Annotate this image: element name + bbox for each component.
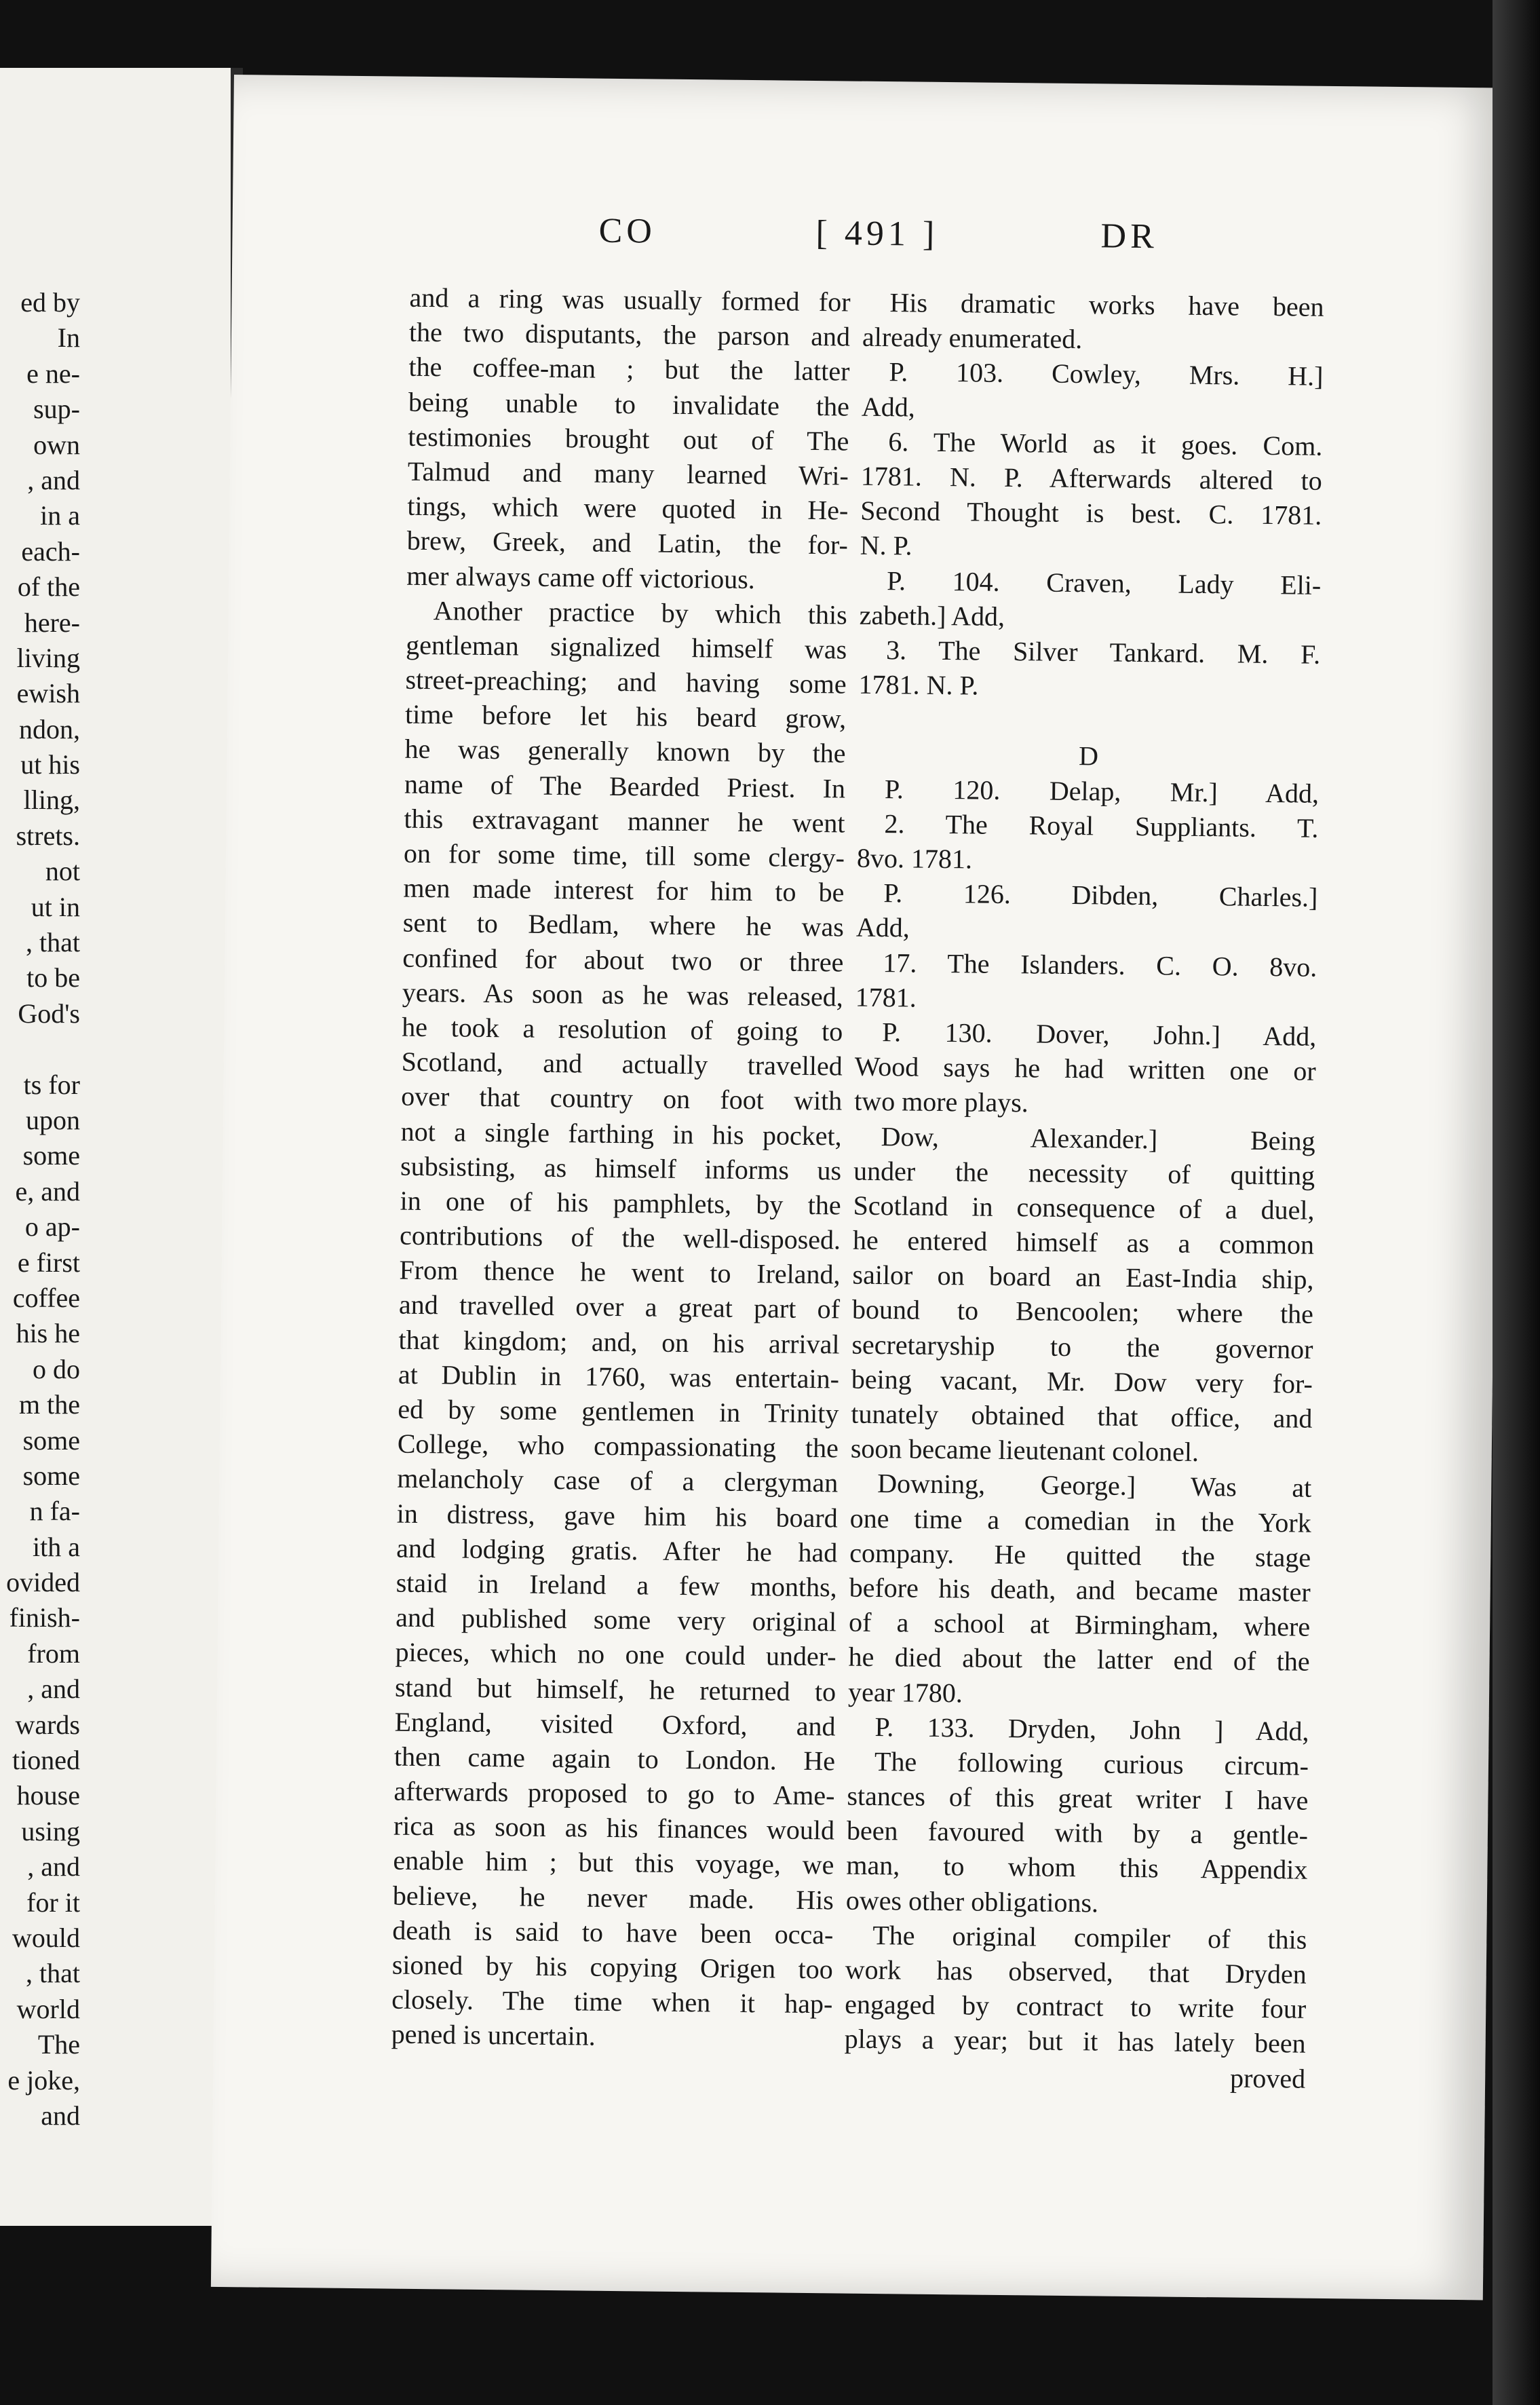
text-line: 3. The Silver Tankard. M. F. <box>885 634 1321 670</box>
text-line: street-preaching; and having some <box>405 664 847 700</box>
fragment-line: ut in <box>31 891 80 922</box>
text-line: From thence he went to Ireland, <box>399 1254 841 1290</box>
text-line: on for some time, till some clergy- <box>403 837 845 873</box>
text-line: soon became lieutenant colonel. <box>850 1433 1199 1468</box>
text-line: not a single farthing in his pocket, <box>400 1116 842 1151</box>
text-line: over that country on foot with <box>401 1080 843 1116</box>
fragment-line: would <box>12 1922 80 1953</box>
text-line: this extravagant manner he went <box>404 803 845 839</box>
text-line: ed by some gentlemen in Trinity <box>398 1393 839 1429</box>
text-line: 17. The Islanders. C. O. 8vo. <box>883 947 1317 983</box>
fragment-line: world <box>16 1993 80 2024</box>
text-line: staid in Ireland a few months, <box>396 1567 837 1603</box>
text-line: secretaryship to the governor <box>851 1329 1313 1365</box>
fragment-line: sup- <box>33 394 80 425</box>
fragment-line: using <box>21 1815 80 1847</box>
text-line: P. 126. Dibden, Charles.] <box>883 877 1318 913</box>
text-line: closely. The time when it hap- <box>391 1984 833 2020</box>
text-line: in one of his pamphlets, by the <box>400 1185 841 1221</box>
text-line: 1781. N. P. <box>858 668 979 701</box>
fragment-line: in a <box>40 500 80 531</box>
text-line: and a ring was usually formed for <box>409 282 851 318</box>
text-line: 1781. N. P. Afterwards altered to <box>860 460 1323 496</box>
fragment-line: e, and <box>15 1175 80 1207</box>
text-line: subsisting, as himself informs us <box>400 1150 842 1186</box>
text-line: College, who compassionating the <box>397 1428 839 1464</box>
fragment-line: each- <box>21 535 80 567</box>
text-line: he entered himself as a common <box>852 1224 1315 1260</box>
fragment-line: , that <box>26 927 80 958</box>
text-line: already enumerated. <box>862 321 1083 355</box>
text-line: before his death, and became master <box>849 1572 1311 1608</box>
fragment-line: living <box>16 642 80 673</box>
fragment-line: e first <box>17 1247 80 1278</box>
fragment-line: from <box>27 1637 80 1669</box>
text-line: man, to whom this Appendix <box>846 1850 1308 1886</box>
page-number: [ 491 ] <box>815 213 939 254</box>
text-line: mer always came off victorious. <box>406 560 756 594</box>
text-line: rica as soon as his finances would <box>393 1810 835 1846</box>
text-line: been favoured with by a gentle- <box>846 1815 1309 1851</box>
text-line: one time a comedian in the York <box>849 1502 1311 1538</box>
text-line: that kingdom; and, on his arrival <box>398 1324 840 1360</box>
fragment-line: o do <box>33 1353 80 1384</box>
fragment-line: e ne- <box>26 358 80 389</box>
fragment-line: not <box>45 856 80 887</box>
fragment-line: ed by <box>20 287 80 318</box>
text-line: under the necessity of quitting <box>853 1155 1315 1191</box>
text-line: 1781. <box>855 981 917 1013</box>
text-line: Scotland in consequence of a duel, <box>853 1190 1315 1226</box>
text-line: The original compiler of this <box>872 1919 1307 1955</box>
fragment-line: n fa- <box>29 1496 80 1527</box>
fragment-line: , and <box>27 1851 80 1882</box>
text-column-left <box>391 280 851 2056</box>
text-line: being unable to invalidate the <box>408 386 850 422</box>
text-line: melancholy case of a clergyman <box>397 1463 839 1498</box>
text-line: The following curious circum- <box>874 1745 1309 1781</box>
text-line: men made interest for him to be <box>403 872 845 908</box>
text-line: pened is uncertain. <box>391 2018 596 2052</box>
text-line: Add, <box>861 391 916 423</box>
text-line: 6. The World as it goes. Com. <box>888 425 1323 461</box>
fragment-line: In <box>57 322 80 354</box>
text-line: being vacant, Mr. Dow very for- <box>851 1363 1313 1399</box>
text-line: tings, which were quoted in He- <box>407 490 849 526</box>
text-line: testimonies brought out of The <box>408 421 849 457</box>
text-line: N. P. <box>860 530 912 561</box>
text-line: two more plays. <box>853 1085 1029 1118</box>
fragment-line: God's <box>18 998 80 1029</box>
fragment-line: lling, <box>23 784 80 816</box>
fragment-line: own <box>33 429 80 460</box>
text-line: zabeth.] Add, <box>859 599 1005 632</box>
fragment-line: some <box>22 1424 80 1456</box>
text-line: P. 130. Dover, John.] Add, <box>882 1017 1317 1052</box>
text-line: contributions of the well-disposed. <box>399 1219 841 1255</box>
text-line: sioned by his copying Origen too <box>391 1949 834 1985</box>
fragment-line: finish- <box>9 1602 80 1633</box>
fragment-line: ut his <box>20 749 80 780</box>
text-line: 2. The Royal Suppliants. T. <box>884 808 1319 844</box>
fragment-line: m the <box>19 1389 80 1420</box>
header-left: CO <box>598 211 657 251</box>
text-line: he took a resolution of going to <box>402 1011 843 1047</box>
text-line: Scotland, and actually travelled <box>401 1046 843 1082</box>
fragment-line: some <box>22 1460 80 1491</box>
text-line: sailor on board an East-India ship, <box>852 1259 1314 1295</box>
text-line: believe, he never made. His <box>392 1880 834 1916</box>
text-line: Talmud and many learned Wri- <box>407 455 849 491</box>
fragment-line: tioned <box>12 1745 80 1776</box>
text-line: enable him ; but this voyage, we <box>393 1845 834 1880</box>
fragment-line: for it <box>26 1887 80 1918</box>
fragment-line: , that <box>26 1958 80 1989</box>
text-line: engaged by contract to write four <box>845 1988 1307 2024</box>
text-line: the two disputants, the parson and <box>408 316 851 352</box>
fragment-line: some <box>22 1140 80 1171</box>
text-line: P. 104. Craven, Lady Eli- <box>887 565 1322 601</box>
text-line: brew, Greek, and Latin, the for- <box>406 525 849 561</box>
fragment-line: ith a <box>33 1531 80 1562</box>
fragment-line: ts for <box>23 1069 80 1100</box>
fragment-line: house <box>16 1780 80 1811</box>
fragment-line: ewish <box>16 678 80 709</box>
text-line: Wood says he had written one or <box>854 1050 1316 1086</box>
text-line: stances of this great writer I have <box>847 1780 1309 1816</box>
text-line: year 1780. <box>847 1676 963 1708</box>
text-line: years. As soon as he was released, <box>402 977 844 1012</box>
previous-page-fragment <box>0 68 243 2226</box>
book-page <box>211 75 1506 2300</box>
page-edge-shadow <box>1493 0 1540 2405</box>
text-line <box>858 702 1320 741</box>
text-line: sent to Bedlam, where he was <box>402 907 845 943</box>
text-line: England, visited Oxford, and <box>394 1706 836 1742</box>
fragment-line: wards <box>15 1709 80 1740</box>
text-line: work has observed, that Dryden <box>845 1954 1307 1990</box>
text-line: death is said to have been occa- <box>392 1914 834 1950</box>
text-line: Dow, Alexander.] Being <box>881 1120 1315 1156</box>
text-line: Another practice by which this <box>433 594 847 630</box>
text-line: company. He quitted the stage <box>849 1537 1311 1573</box>
text-line: His dramatic works have been <box>889 287 1324 322</box>
fragment-line: ndon, <box>19 713 80 744</box>
text-line: confined for about two or three <box>402 942 844 978</box>
text-line: he was generally known by the <box>404 734 846 769</box>
text-line: P. 120. Delap, Mr.] Add, <box>884 773 1320 809</box>
text-line: the coffee-man ; but the latter <box>408 352 850 387</box>
fragment-line: e joke, <box>7 2064 80 2096</box>
text-line: Add, <box>855 912 910 943</box>
text-line: and published some very original <box>395 1602 837 1637</box>
fragment-line: The <box>37 2029 80 2060</box>
text-line: and travelled over a great part of <box>398 1289 841 1325</box>
text-line: tunately obtained that office, and <box>851 1398 1313 1434</box>
fragment-line: ovided <box>6 1567 80 1598</box>
text-line: in distress, gave him his board <box>396 1498 839 1533</box>
text-line: owes other obligations. <box>845 1885 1099 1918</box>
header-right: DR <box>1100 216 1159 257</box>
text-line: time before let his beard grow, <box>404 698 847 734</box>
section-heading: D <box>1078 740 1099 772</box>
fragment-line: coffee <box>12 1282 80 1313</box>
text-line: P. 133. Dryden, John ] Add, <box>874 1711 1309 1747</box>
fragment-line: o ap- <box>24 1211 80 1243</box>
fragment-line <box>6 1031 80 1067</box>
text-line: afterwards proposed to go to Ame- <box>393 1775 835 1811</box>
text-line: P. 103. Cowley, Mrs. H.] <box>889 356 1324 392</box>
fragment-line: strets. <box>16 820 80 851</box>
text-line: stand but himself, he returned to <box>394 1671 836 1707</box>
text-line: then came again to London. He <box>393 1741 836 1777</box>
fragment-line: to be <box>26 962 80 993</box>
text-line: at Dublin in 1760, was entertain- <box>398 1359 840 1395</box>
text-line: pieces, which no one could under- <box>395 1636 836 1672</box>
text-line: name of The Bearded Priest. In <box>404 768 846 804</box>
fragment-line: upon <box>26 1104 80 1135</box>
fragment-line: here- <box>24 607 80 638</box>
fragment-line: , and <box>27 464 80 495</box>
running-header <box>233 207 1505 257</box>
text-line: gentleman signalized himself was <box>405 629 847 665</box>
text-column-right <box>844 285 1324 2096</box>
text-line: of a school at Birmingham, where <box>848 1606 1311 1642</box>
text-line: proved <box>1229 2062 1306 2094</box>
text-line: plays a year; but it has lately been <box>844 2023 1306 2060</box>
text-line: and lodging gratis. After he had <box>396 1532 838 1568</box>
previous-page-text <box>6 285 80 2134</box>
fragment-line: and <box>41 2100 80 2131</box>
text-line: bound to Bencoolen; where the <box>851 1294 1314 1330</box>
text-line: 8vo. 1781. <box>856 842 973 875</box>
fragment-line: , and <box>27 1673 80 1705</box>
fragment-line: his he <box>16 1318 80 1349</box>
text-line: he died about the latter end of the <box>848 1641 1310 1678</box>
fragment-line: of the <box>17 571 80 603</box>
text-line: Downing, George.] Was at <box>877 1468 1312 1504</box>
text-line: Second Thought is best. C. 1781. <box>860 495 1322 531</box>
